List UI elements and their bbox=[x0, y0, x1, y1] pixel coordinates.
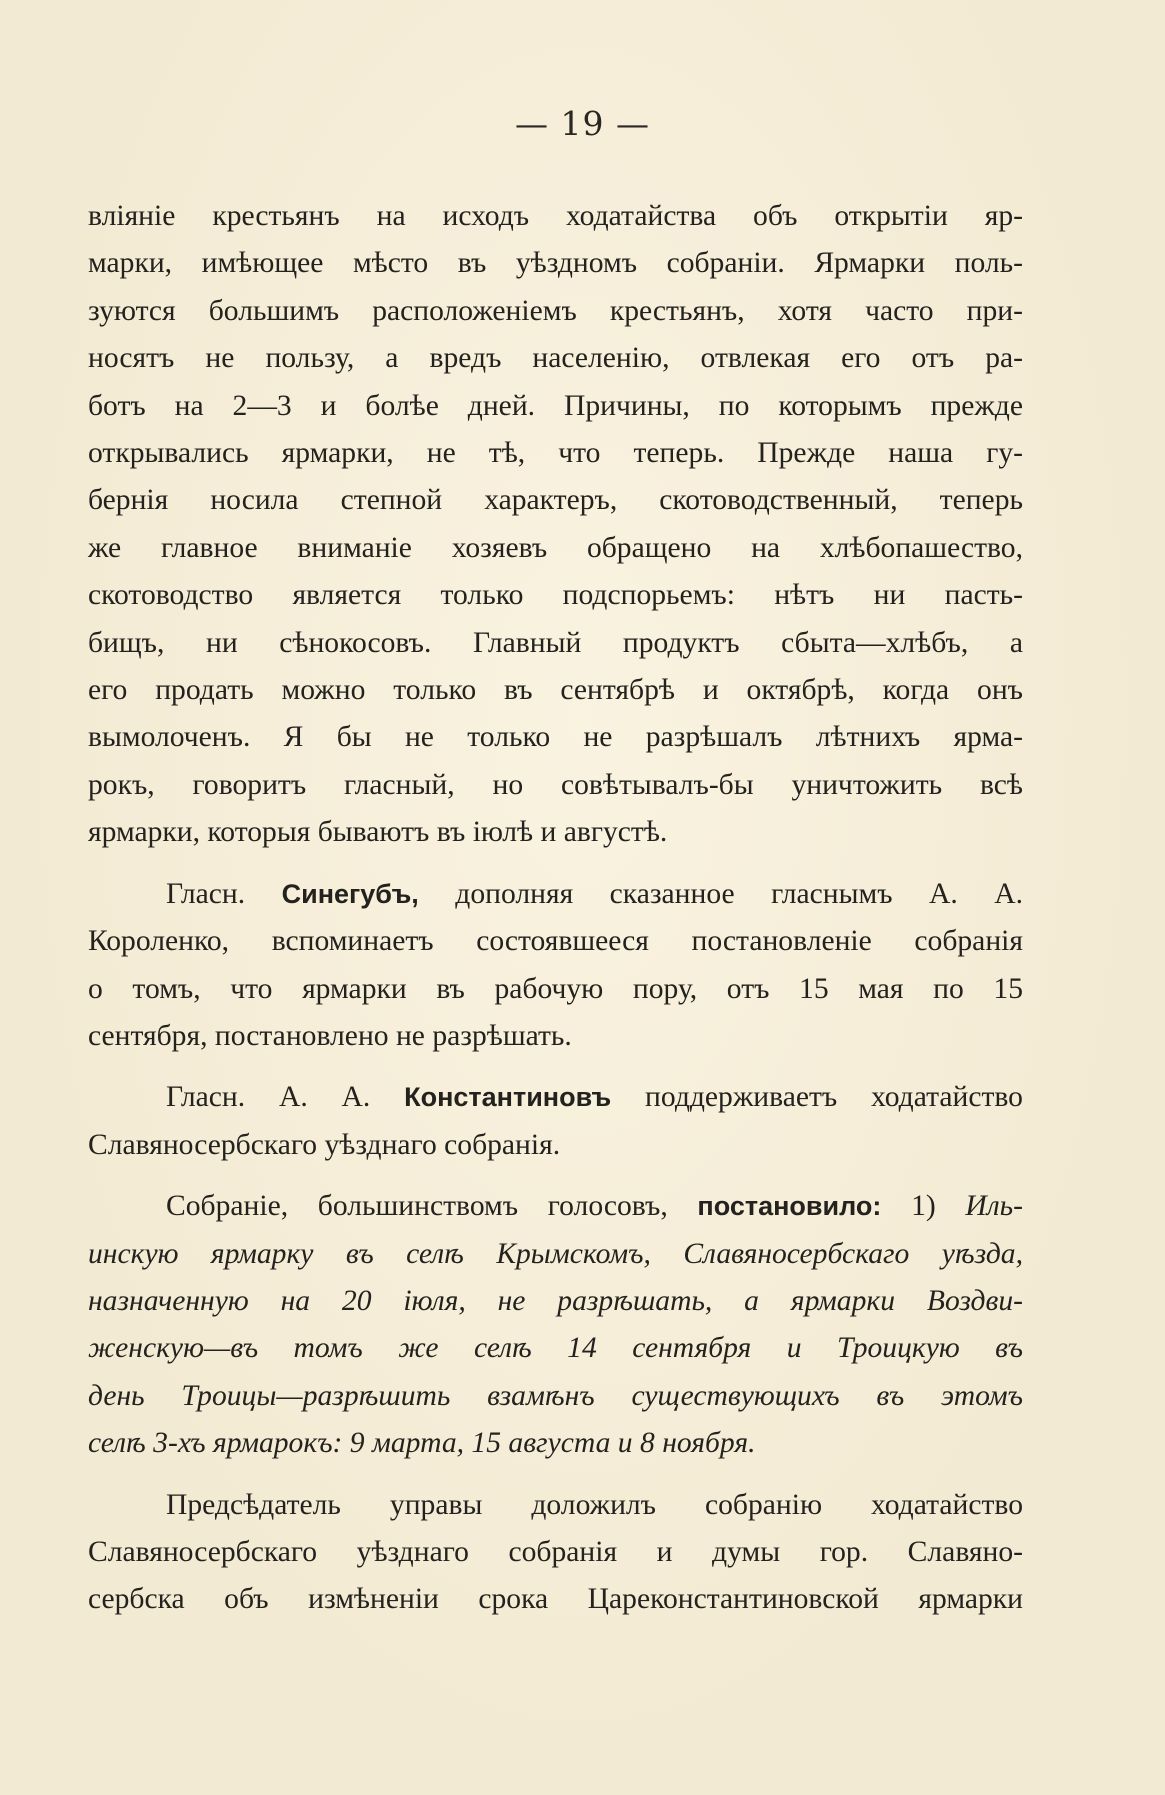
text-line: скотоводство является только подспорьемъ: нѣтъ ни пасть- bbox=[88, 579, 1023, 612]
text-line: Короленко, вспоминаетъ состоявшееся постановленіе собранія bbox=[88, 925, 1023, 958]
paragraph-1 bbox=[88, 193, 1023, 857]
page-number: — 19 — bbox=[515, 104, 650, 143]
text-line: сербска объ измѣненіи срока Цареконстантиновской ярмарки bbox=[88, 1583, 1023, 1616]
paragraph-2 bbox=[88, 871, 1023, 1061]
paragraph-5 bbox=[88, 1482, 1023, 1624]
line-rest: дополняя сказанное гласнымъ А. А. bbox=[455, 877, 1023, 910]
text-line: вымолоченъ. Я бы не только не разрѣшалъ лѣтнихъ ярма- bbox=[88, 721, 1023, 754]
text-line: сентября, постановлено не разрѣшать. bbox=[88, 1019, 572, 1052]
text-line: вліяніе крестьянъ на исходъ ходатайства объ открытіи яр- bbox=[88, 200, 1023, 232]
text-line: назначенную на 20 іюля, не разрѣшать, а ярмарки Воздви- bbox=[88, 1284, 1023, 1317]
text-line: открывались ярмарки, не тѣ, что теперь. Прежде наша гу- bbox=[88, 437, 1023, 470]
body-text bbox=[88, 193, 1023, 1624]
text-line bbox=[88, 871, 1023, 918]
speaker-name: Константиновъ bbox=[404, 1082, 612, 1113]
paragraph-3 bbox=[88, 1074, 1023, 1169]
text-line: Славяносербскаго уѣзднаго собранія. bbox=[88, 1128, 561, 1161]
text-line: женскую—въ томъ же селѣ 14 сентября и Троицкую въ bbox=[88, 1332, 1023, 1365]
speaker-prefix: Гласн. А. А. bbox=[166, 1081, 371, 1114]
text-line: бищъ, ни сѣнокосовъ. Главный продуктъ сбыта—хлѣбъ, а bbox=[88, 626, 1023, 659]
paragraph-4 bbox=[88, 1183, 1023, 1467]
resolution-number: 1) bbox=[911, 1190, 936, 1223]
text-line: селѣ 3-хъ ярмарокъ: 9 марта, 15 августа и 8 ноября. bbox=[88, 1427, 756, 1460]
text-line: ботъ на 2—3 и болѣе дней. Причины, по которымъ прежде bbox=[88, 389, 1023, 422]
text-line: марки, имѣющее мѣсто въ уѣздномъ собраніи. Ярмарки поль- bbox=[88, 247, 1023, 280]
text-line: день Троицы—разрѣшить взамѣнъ существующихъ въ этомъ bbox=[88, 1379, 1023, 1412]
line-rest: поддерживаетъ ходатайство bbox=[645, 1081, 1023, 1114]
text-line: же главное вниманіе хозяевъ обращено на хлѣбопашество, bbox=[88, 531, 1023, 564]
text-line: его продать можно только въ сентябрѣ и октябрѣ, когда онъ bbox=[88, 674, 1023, 707]
text-line: зуются большимъ расположеніемъ крестьянъ, хотя часто при- bbox=[88, 294, 1023, 327]
text-line: о томъ, что ярмарки въ рабочую пору, отъ 15 мая по 15 bbox=[88, 972, 1023, 1005]
speaker-prefix: Гласн. bbox=[166, 877, 246, 910]
text-line: рокъ, говоритъ гласный, но совѣтывалъ-бы уничтожить всѣ bbox=[88, 768, 1023, 801]
resolution-text: Иль- bbox=[965, 1190, 1023, 1223]
text-line: носятъ не пользу, а вредъ населенію, отвлекая его отъ ра- bbox=[88, 342, 1023, 375]
text-line: Предсѣдатель управы доложилъ собранію ходатайство bbox=[166, 1488, 1023, 1521]
resolution-prefix: Собраніе, большинствомъ голосовъ, bbox=[166, 1190, 668, 1223]
text-line: Славяносербскаго уѣзднаго собранія и думы гор. Славяно- bbox=[88, 1535, 1023, 1568]
text-line: инскую ярмарку въ селѣ Крымскомъ, Славяносербскаго уѣзда, bbox=[88, 1237, 1023, 1270]
text-line bbox=[88, 1183, 1023, 1230]
text-line bbox=[88, 1074, 1023, 1121]
text-line: бернія носила степной характеръ, скотоводственный, теперь bbox=[88, 484, 1023, 517]
text-line: ярмарки, которыя бываютъ въ іюлѣ и августѣ. bbox=[88, 816, 668, 849]
speaker-name: Синегубъ, bbox=[281, 878, 419, 909]
resolution-keyword: постановило: bbox=[697, 1191, 882, 1222]
